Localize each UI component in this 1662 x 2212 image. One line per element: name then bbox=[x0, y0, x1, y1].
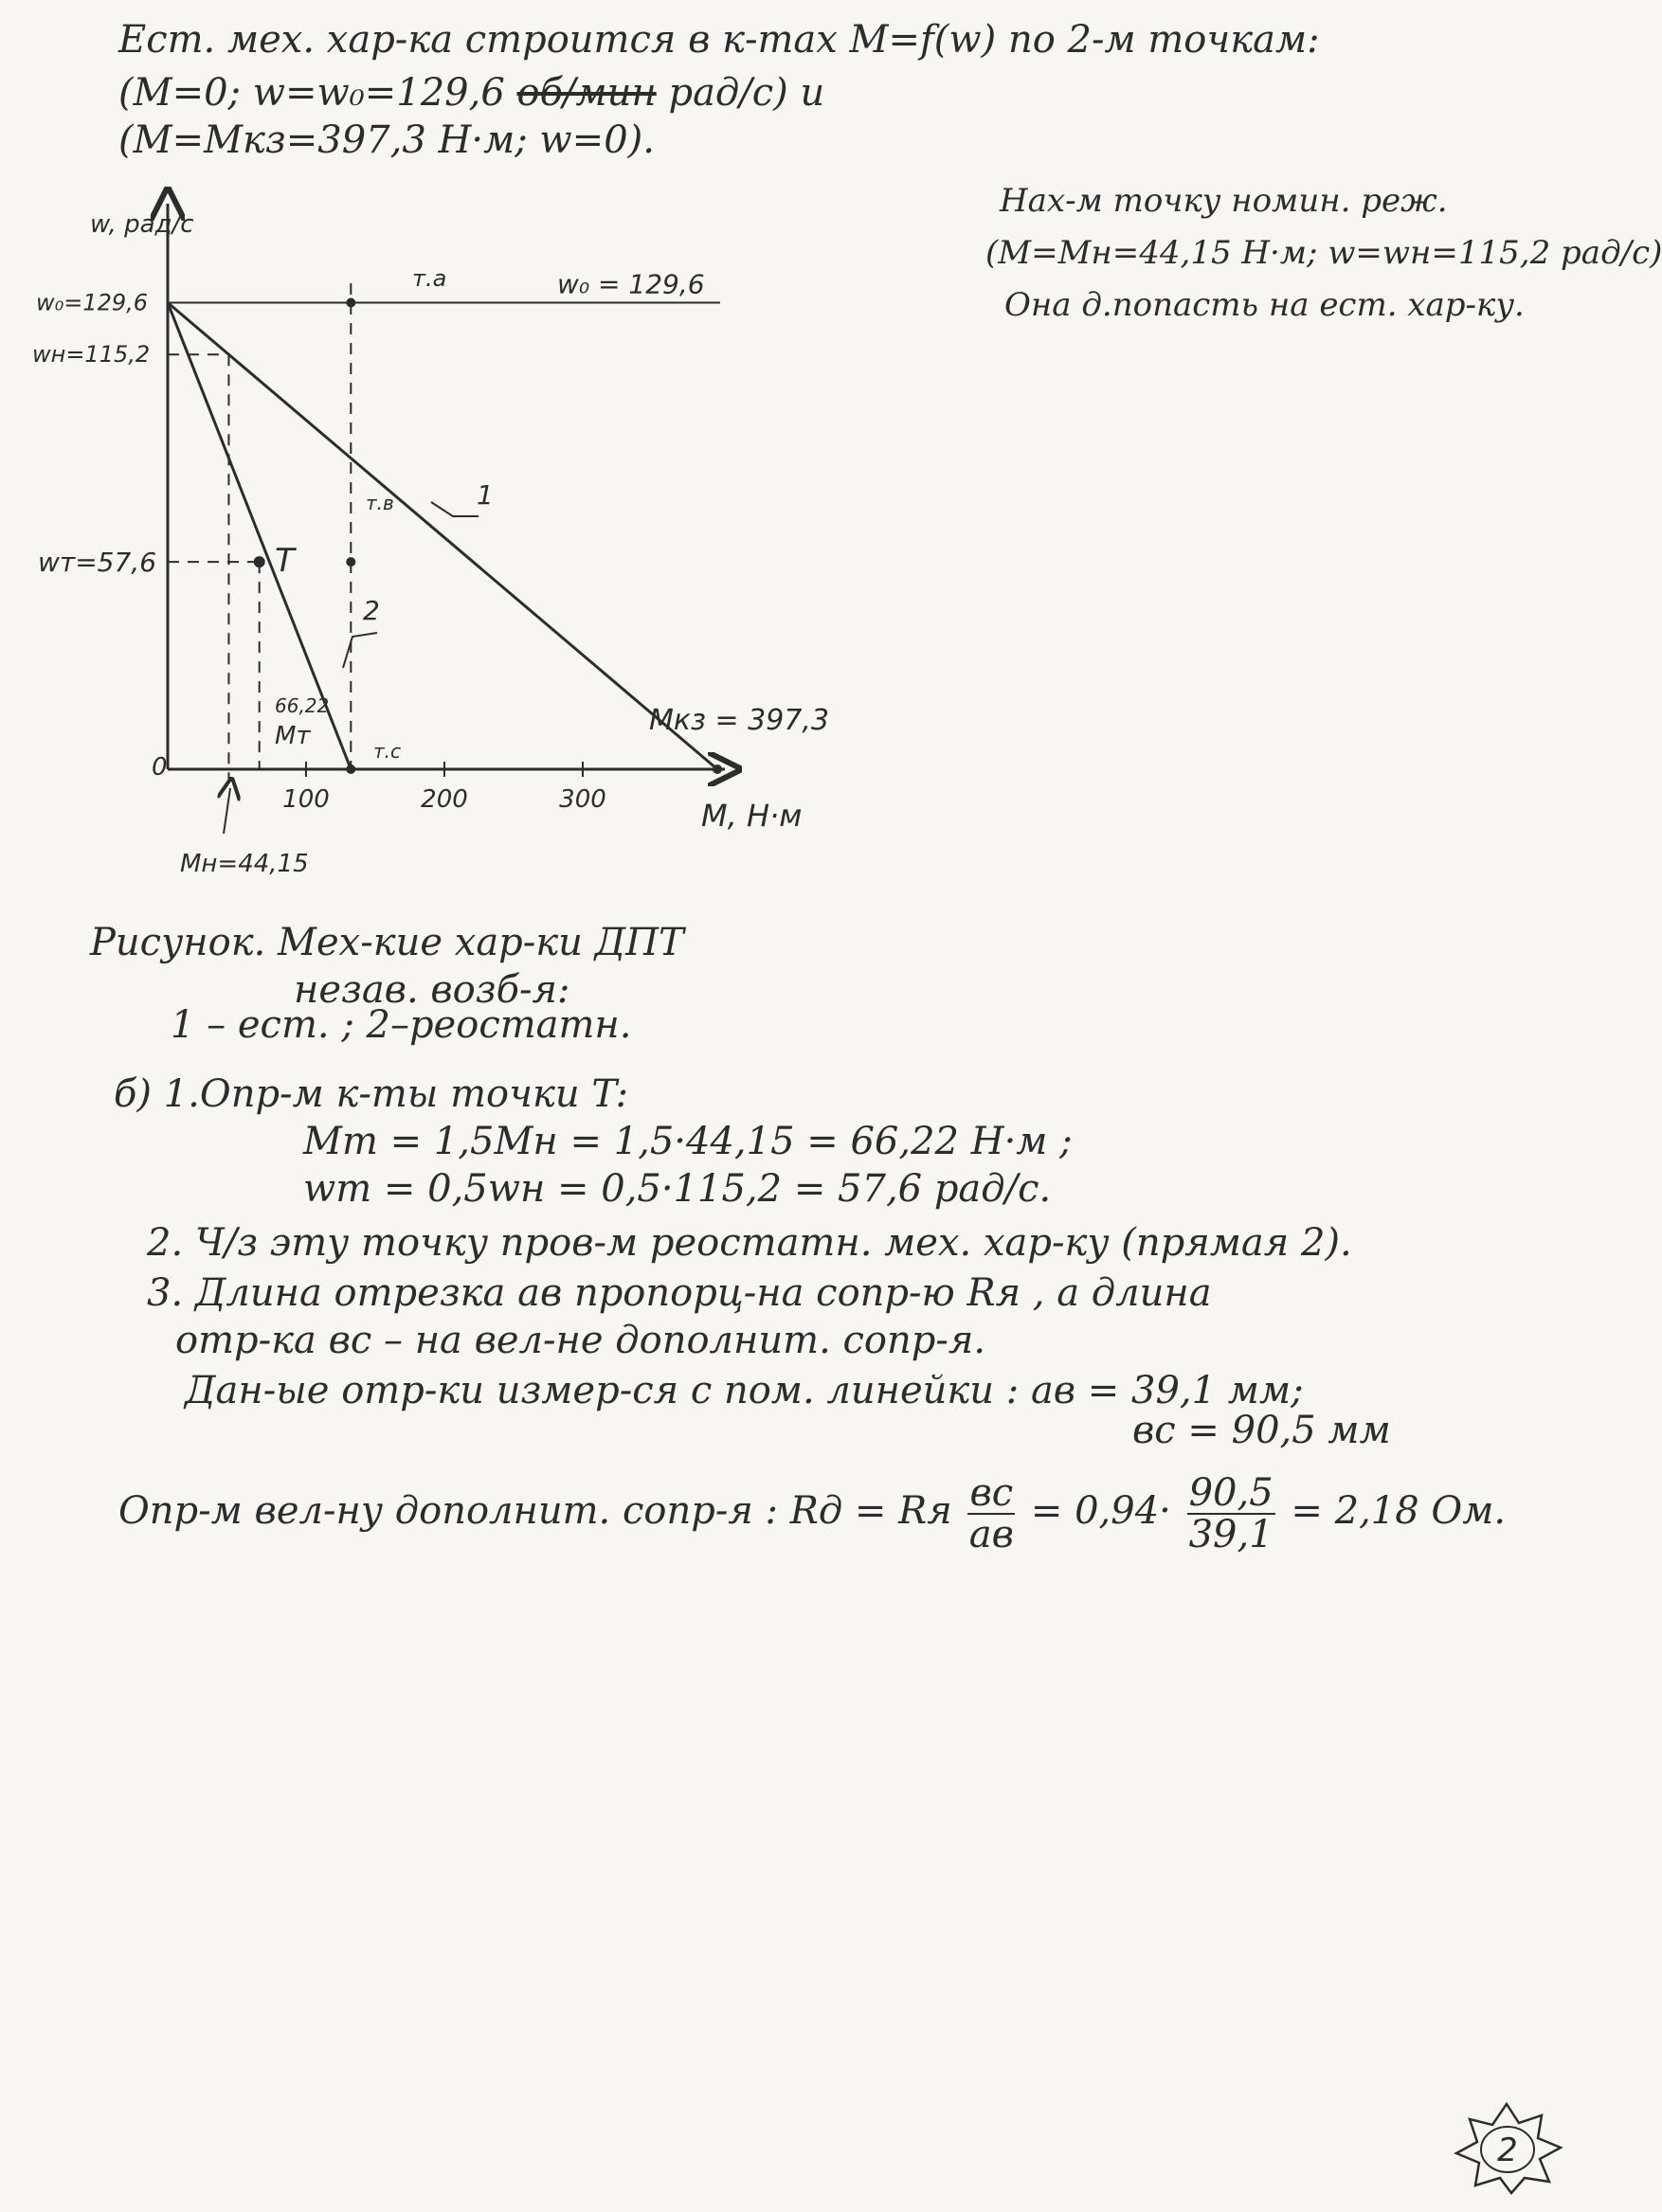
mkz-label: Mкз = 397,3 bbox=[649, 704, 830, 737]
mechanical-characteristics-chart bbox=[0, 0, 1583, 909]
series-line-1 bbox=[168, 303, 717, 769]
header-line-1: Ест. мех. хар-ка строится в к-тах M=f(w) по 2-м точкам: bbox=[118, 18, 1320, 62]
w0-line-label: w₀ = 129,6 bbox=[557, 268, 705, 300]
part-b-step-1: б) 1.Опр-м к-ты точки T: bbox=[114, 1072, 629, 1116]
fraction-bc-ab bbox=[967, 1473, 1015, 1555]
point-c-label: т.с bbox=[373, 740, 402, 763]
header-line-3: (M=Mкз=397,3 Н·м; w=0). bbox=[118, 118, 655, 162]
point-a-label: т.а bbox=[412, 265, 447, 292]
figure-caption-line-3: 1 – ест. ; 2–реостатн. bbox=[171, 1003, 632, 1047]
page-number-stamp bbox=[1445, 2098, 1568, 2198]
fraction-values-denominator: 39,1 bbox=[1188, 1513, 1274, 1556]
fraction-values bbox=[1187, 1473, 1275, 1555]
final-calculation bbox=[118, 1473, 1506, 1555]
part-b-step-3-line-1: 3. Длина отрезка ав пропорц-на сопр-ю Rя , а длина bbox=[147, 1271, 1212, 1315]
curve-1-label: 1 bbox=[477, 479, 494, 511]
point-b-label: т.в bbox=[366, 492, 394, 514]
curve-2-leader bbox=[343, 633, 377, 668]
fraction-numerator: вс bbox=[969, 1471, 1014, 1515]
chart-series bbox=[168, 303, 717, 769]
w0-axis-label: w₀=129,6 bbox=[36, 289, 149, 316]
side-note-line-2: (M=Mн=44,15 Н·м; w=wн=115,2 рад/с) bbox=[985, 234, 1662, 272]
y-axis-label: w, рад/с bbox=[90, 210, 194, 239]
final-text: Опр-м вел-ну дополнит. сопр-я : Rд = Rя bbox=[118, 1489, 952, 1533]
chart-marks bbox=[224, 298, 722, 834]
side-note-line-1: Нах-м точку номин. реж. bbox=[1000, 182, 1448, 220]
header-line-2-part-b: рад/с) и bbox=[656, 71, 825, 115]
mn-label: Mн=44,15 bbox=[180, 850, 309, 878]
origin-label: 0 bbox=[152, 753, 168, 782]
fraction-values-numerator: 90,5 bbox=[1188, 1471, 1274, 1515]
curve-1-leader bbox=[431, 502, 479, 516]
x-tick-label-100: 100 bbox=[282, 785, 330, 814]
mn-pointer-arrow bbox=[224, 788, 230, 834]
point-c-marker bbox=[346, 764, 355, 774]
part-b-step-3-line-2: отр-ка вс – на вел-не дополнит. сопр-я. bbox=[175, 1319, 986, 1362]
mt-value-label: 66,22 bbox=[275, 694, 330, 717]
x-tick-label-200: 200 bbox=[421, 785, 468, 814]
guide-lines bbox=[168, 283, 720, 779]
figure-caption-line-1: Рисунок. Мех-кие хар-ки ДПТ bbox=[90, 921, 684, 964]
point-mkz-marker bbox=[713, 764, 722, 774]
point-t-label: T bbox=[275, 542, 295, 581]
curve-2-label: 2 bbox=[363, 595, 380, 626]
wt-axis-label: wт=57,6 bbox=[38, 547, 157, 579]
mt-formula: Mт = 1,5Mн = 1,5·44,15 = 66,22 Н·м ; bbox=[303, 1120, 1073, 1163]
point-a-marker bbox=[346, 298, 355, 308]
struck-unit: об/мин bbox=[516, 71, 657, 115]
page-number: 2 bbox=[1497, 2131, 1518, 2169]
mt-label: Mт bbox=[275, 722, 311, 750]
wn-axis-label: wн=115,2 bbox=[32, 341, 151, 369]
point-t-marker bbox=[254, 556, 265, 567]
x-axis-label: M, Н·м bbox=[701, 798, 803, 834]
chart-labels bbox=[32, 210, 829, 878]
part-b-step-2: 2. Ч/з эту точку пров-м реостатн. мех. хар-ку (прямая 2). bbox=[147, 1221, 1352, 1265]
point-b-marker bbox=[346, 557, 355, 566]
final-result: = 2,18 Ом. bbox=[1291, 1489, 1507, 1533]
fraction-denominator: ав bbox=[968, 1513, 1014, 1556]
part-b-step-3-line-4: вс = 90,5 мм bbox=[1132, 1409, 1391, 1452]
side-note-line-3: Она д.попасть на ест. хар-ку. bbox=[1004, 286, 1525, 324]
x-tick-label-300: 300 bbox=[559, 785, 606, 814]
header-line-2-part-a: (M=0; w=w₀=129,6 bbox=[118, 71, 517, 115]
wt-formula: wт = 0,5wн = 0,5·115,2 = 57,6 рад/с. bbox=[303, 1167, 1052, 1211]
part-b-step-3-line-3: Дан-ые отр-ки измер-ся с пом. линейки : ав = 39,1 мм; bbox=[185, 1369, 1304, 1412]
final-mid: = 0,94· bbox=[1030, 1489, 1171, 1533]
figure-caption-line-2: незав. возб-я: bbox=[294, 968, 570, 1012]
